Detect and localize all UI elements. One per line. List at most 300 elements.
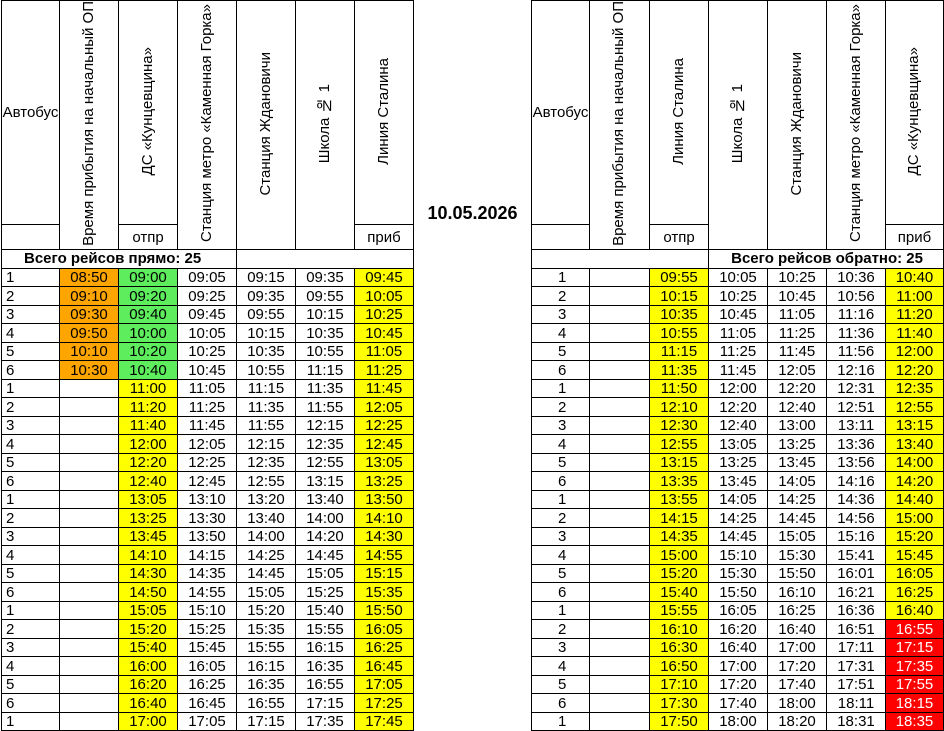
time-cell: 15:16	[827, 527, 886, 546]
table-row	[532, 583, 944, 602]
table-row	[532, 416, 944, 435]
bus-number-cell: 5	[532, 453, 590, 472]
column-header-stop: ДС «Кунцевщина»	[119, 1, 178, 225]
bus-number-cell: 5	[2, 342, 60, 361]
table-row	[532, 657, 944, 676]
time-cell: 15:40	[119, 638, 178, 657]
time-cell: 13:36	[827, 435, 886, 454]
bus-number-cell: 3	[532, 416, 590, 435]
table-row	[2, 453, 414, 472]
time-cell: 13:35	[650, 472, 709, 491]
time-cell: 16:50	[650, 657, 709, 676]
time-cell: 15:50	[709, 583, 768, 602]
time-cell: 11:25	[355, 361, 414, 380]
table-row	[2, 509, 414, 528]
time-cell: 11:45	[178, 416, 237, 435]
bus-number-cell: 4	[2, 546, 60, 565]
time-cell: 15:55	[650, 601, 709, 620]
time-cell: 15:40	[650, 583, 709, 602]
bus-number-cell: 4	[532, 324, 590, 343]
time-cell: 14:00	[886, 453, 944, 472]
table-row	[532, 305, 944, 324]
table-row	[2, 620, 414, 639]
time-cell: 11:25	[768, 324, 827, 343]
time-cell: 17:35	[296, 712, 355, 731]
time-cell: 11:15	[650, 342, 709, 361]
table-row	[2, 472, 414, 491]
table-row	[532, 361, 944, 380]
bus-number-cell: 4	[532, 435, 590, 454]
bus-number-cell: 3	[532, 638, 590, 657]
time-cell: 17:00	[768, 638, 827, 657]
time-cell: 09:45	[355, 268, 414, 287]
time-cell: 16:40	[768, 620, 827, 639]
time-cell: 16:20	[119, 675, 178, 694]
time-cell: 10:45	[768, 287, 827, 306]
bus-number-cell: 1	[532, 268, 590, 287]
time-cell: 15:10	[178, 601, 237, 620]
time-cell: 12:25	[355, 416, 414, 435]
time-cell: 12:35	[237, 453, 296, 472]
time-cell	[60, 675, 119, 694]
table-row	[2, 379, 414, 398]
time-cell: 11:20	[886, 305, 944, 324]
time-cell: 17:05	[355, 675, 414, 694]
time-cell: 16:35	[237, 675, 296, 694]
time-cell: 13:45	[119, 527, 178, 546]
time-cell	[590, 324, 650, 343]
time-cell: 16:15	[237, 657, 296, 676]
time-cell: 11:20	[119, 398, 178, 417]
time-cell	[590, 287, 650, 306]
time-cell: 10:55	[296, 342, 355, 361]
table-row	[532, 435, 944, 454]
time-cell: 13:30	[178, 509, 237, 528]
time-cell: 08:50	[60, 268, 119, 287]
sub-header-blank	[2, 225, 60, 250]
time-cell: 12:05	[768, 361, 827, 380]
bus-number-cell: 5	[2, 453, 60, 472]
table-row	[2, 342, 414, 361]
time-cell: 16:20	[709, 620, 768, 639]
bus-number-cell: 6	[532, 694, 590, 713]
time-cell: 16:36	[827, 601, 886, 620]
bus-number-cell: 2	[2, 509, 60, 528]
time-cell	[590, 379, 650, 398]
time-cell	[60, 472, 119, 491]
time-cell: 14:16	[827, 472, 886, 491]
time-cell: 16:21	[827, 583, 886, 602]
time-cell: 13:40	[886, 435, 944, 454]
time-cell: 10:45	[709, 305, 768, 324]
time-cell: 10:15	[237, 324, 296, 343]
table-row	[2, 268, 414, 287]
time-cell: 12:55	[237, 472, 296, 491]
time-cell: 12:00	[709, 379, 768, 398]
time-cell: 12:05	[355, 398, 414, 417]
time-cell: 12:45	[178, 472, 237, 491]
time-cell	[590, 453, 650, 472]
time-cell: 13:55	[650, 490, 709, 509]
time-cell: 11:05	[709, 324, 768, 343]
time-cell: 11:05	[768, 305, 827, 324]
time-cell: 17:25	[355, 694, 414, 713]
table-row	[532, 324, 944, 343]
bus-number-cell: 2	[2, 287, 60, 306]
time-cell: 11:35	[237, 398, 296, 417]
time-cell: 15:05	[119, 601, 178, 620]
column-header-stop: Станция метро «Каменная Горка»	[827, 1, 886, 250]
time-cell: 17:50	[650, 712, 709, 731]
time-cell: 14:55	[178, 583, 237, 602]
time-cell: 18:11	[827, 694, 886, 713]
time-cell: 14:45	[768, 509, 827, 528]
bus-number-cell: 2	[2, 620, 60, 639]
bus-number-cell: 6	[532, 361, 590, 380]
time-cell: 18:15	[886, 694, 944, 713]
time-cell: 16:35	[296, 657, 355, 676]
time-cell: 13:10	[178, 490, 237, 509]
bus-number-cell: 1	[532, 379, 590, 398]
time-cell: 10:20	[119, 342, 178, 361]
time-cell	[590, 601, 650, 620]
time-cell: 15:05	[237, 583, 296, 602]
time-cell: 15:15	[355, 564, 414, 583]
time-cell: 14:20	[886, 472, 944, 491]
time-cell: 11:35	[296, 379, 355, 398]
time-cell: 12:35	[886, 379, 944, 398]
time-cell: 12:15	[237, 435, 296, 454]
time-cell: 18:20	[768, 712, 827, 731]
time-cell	[60, 583, 119, 602]
time-cell: 12:20	[886, 361, 944, 380]
time-cell: 10:45	[355, 324, 414, 343]
time-cell: 11:40	[886, 324, 944, 343]
table-row	[2, 564, 414, 583]
column-header-initial-arrival: Время прибытия на начальный ОП	[60, 1, 119, 250]
bus-number-cell: 3	[2, 527, 60, 546]
table-row	[532, 342, 944, 361]
bus-number-cell: 1	[2, 712, 60, 731]
column-header-bus: Автобус	[2, 1, 60, 225]
time-cell: 12:05	[178, 435, 237, 454]
time-cell	[590, 490, 650, 509]
time-cell: 14:45	[237, 564, 296, 583]
column-header-stop: Школа № 1	[296, 1, 355, 250]
time-cell: 17:15	[296, 694, 355, 713]
bus-number-cell: 4	[2, 324, 60, 343]
table-row	[2, 546, 414, 565]
bus-number-cell: 2	[532, 509, 590, 528]
time-cell	[60, 527, 119, 546]
bus-number-cell: 4	[2, 657, 60, 676]
time-cell: 15:50	[768, 564, 827, 583]
column-header-stop: Линия Сталина	[650, 1, 709, 225]
time-cell: 10:36	[827, 268, 886, 287]
bus-number-cell: 2	[532, 287, 590, 306]
time-cell: 13:25	[119, 509, 178, 528]
time-cell: 17:51	[827, 675, 886, 694]
table-row	[532, 638, 944, 657]
time-cell	[60, 416, 119, 435]
time-cell: 10:25	[768, 268, 827, 287]
time-cell: 16:55	[237, 694, 296, 713]
time-cell: 12:20	[709, 398, 768, 417]
column-header-bus: Автобус	[532, 1, 590, 225]
time-cell	[590, 342, 650, 361]
time-cell: 14:30	[119, 564, 178, 583]
time-cell: 14:25	[768, 490, 827, 509]
time-cell	[590, 675, 650, 694]
time-cell: 12:16	[827, 361, 886, 380]
table-row	[2, 305, 414, 324]
table-row	[2, 527, 414, 546]
time-cell: 14:25	[709, 509, 768, 528]
time-cell: 17:35	[886, 657, 944, 676]
bus-number-cell: 6	[532, 583, 590, 602]
time-cell: 10:05	[709, 268, 768, 287]
time-cell: 15:25	[178, 620, 237, 639]
time-cell: 15:40	[296, 601, 355, 620]
time-cell: 14:00	[296, 509, 355, 528]
time-cell: 10:15	[296, 305, 355, 324]
time-cell: 12:40	[119, 472, 178, 491]
time-cell	[60, 694, 119, 713]
table-row	[532, 472, 944, 491]
time-cell: 10:40	[886, 268, 944, 287]
sub-header-arrival: приб	[886, 225, 944, 250]
time-cell: 16:45	[355, 657, 414, 676]
column-header-stop: ДС «Кунцевщина»	[886, 1, 944, 225]
time-cell: 17:00	[709, 657, 768, 676]
time-cell: 18:00	[709, 712, 768, 731]
time-cell: 13:50	[355, 490, 414, 509]
table-row	[2, 398, 414, 417]
table-row	[2, 583, 414, 602]
time-cell: 14:55	[355, 546, 414, 565]
time-cell: 13:11	[827, 416, 886, 435]
time-cell: 14:25	[237, 546, 296, 565]
time-cell: 17:15	[237, 712, 296, 731]
bus-number-cell: 4	[532, 546, 590, 565]
time-cell: 12:00	[886, 342, 944, 361]
table-row	[532, 620, 944, 639]
bus-number-cell: 3	[2, 305, 60, 324]
table-row	[532, 527, 944, 546]
time-cell: 17:55	[886, 675, 944, 694]
table-row	[532, 564, 944, 583]
time-cell	[590, 398, 650, 417]
time-cell: 11:35	[650, 361, 709, 380]
time-cell: 15:20	[119, 620, 178, 639]
time-cell: 09:05	[178, 268, 237, 287]
time-cell: 16:55	[886, 620, 944, 639]
table-row	[532, 546, 944, 565]
time-cell: 13:25	[709, 453, 768, 472]
bus-number-cell: 6	[532, 472, 590, 491]
time-cell: 18:35	[886, 712, 944, 731]
time-cell	[60, 398, 119, 417]
table-row	[2, 638, 414, 657]
time-cell: 11:25	[178, 398, 237, 417]
time-cell: 12:40	[768, 398, 827, 417]
time-cell	[60, 620, 119, 639]
schedule-date: 10.05.2026	[427, 203, 518, 223]
time-cell	[60, 379, 119, 398]
bus-number-cell: 6	[2, 583, 60, 602]
time-cell: 13:20	[237, 490, 296, 509]
time-cell: 11:15	[296, 361, 355, 380]
time-cell: 13:05	[709, 435, 768, 454]
time-cell: 11:56	[827, 342, 886, 361]
bus-number-cell: 5	[532, 342, 590, 361]
time-cell: 12:15	[296, 416, 355, 435]
time-cell: 16:55	[296, 675, 355, 694]
time-cell: 17:40	[709, 694, 768, 713]
time-cell: 15:41	[827, 546, 886, 565]
time-cell: 16:51	[827, 620, 886, 639]
time-cell: 15:45	[178, 638, 237, 657]
time-cell: 10:15	[650, 287, 709, 306]
time-cell	[590, 638, 650, 657]
time-cell: 10:35	[296, 324, 355, 343]
time-cell: 10:35	[237, 342, 296, 361]
table-row	[2, 490, 414, 509]
time-cell: 16:25	[178, 675, 237, 694]
time-cell	[60, 657, 119, 676]
time-cell: 11:45	[709, 361, 768, 380]
time-cell: 11:55	[296, 398, 355, 417]
time-cell: 17:20	[709, 675, 768, 694]
time-cell: 17:15	[886, 638, 944, 657]
time-cell: 16:05	[355, 620, 414, 639]
bus-number-cell: 3	[532, 305, 590, 324]
time-cell	[590, 712, 650, 731]
time-cell: 14:36	[827, 490, 886, 509]
time-cell: 10:30	[60, 361, 119, 380]
time-cell: 15:30	[768, 546, 827, 565]
time-cell: 12:40	[709, 416, 768, 435]
time-cell: 17:45	[355, 712, 414, 731]
table-row	[532, 490, 944, 509]
time-cell: 09:10	[60, 287, 119, 306]
time-cell: 12:25	[178, 453, 237, 472]
time-cell	[590, 416, 650, 435]
bus-number-cell: 1	[2, 268, 60, 287]
time-cell: 09:40	[119, 305, 178, 324]
time-cell	[60, 490, 119, 509]
time-cell: 15:55	[237, 638, 296, 657]
time-cell: 11:05	[178, 379, 237, 398]
time-cell: 13:45	[768, 453, 827, 472]
time-cell: 13:00	[768, 416, 827, 435]
time-cell: 11:15	[237, 379, 296, 398]
time-cell: 09:20	[119, 287, 178, 306]
time-cell	[60, 564, 119, 583]
time-cell: 10:25	[178, 342, 237, 361]
time-cell: 12:31	[827, 379, 886, 398]
time-cell: 11:45	[768, 342, 827, 361]
time-cell: 16:25	[768, 601, 827, 620]
bus-number-cell: 1	[532, 712, 590, 731]
time-cell: 13:15	[886, 416, 944, 435]
time-cell: 13:45	[709, 472, 768, 491]
time-cell: 17:31	[827, 657, 886, 676]
time-cell: 09:55	[237, 305, 296, 324]
time-cell: 13:50	[178, 527, 237, 546]
time-cell	[590, 435, 650, 454]
bus-number-cell: 2	[532, 398, 590, 417]
time-cell	[60, 712, 119, 731]
bus-number-cell: 6	[2, 361, 60, 380]
table-row	[2, 657, 414, 676]
time-cell: 12:20	[768, 379, 827, 398]
summary-filler	[237, 249, 414, 268]
column-header-stop: Линия Сталина	[355, 1, 414, 225]
time-cell: 16:10	[650, 620, 709, 639]
time-cell: 15:00	[650, 546, 709, 565]
time-cell: 09:55	[650, 268, 709, 287]
time-cell	[60, 435, 119, 454]
time-cell: 14:45	[709, 527, 768, 546]
time-cell: 16:15	[296, 638, 355, 657]
time-cell: 18:31	[827, 712, 886, 731]
sub-header-departure: отпр	[119, 225, 178, 250]
time-cell: 15:05	[296, 564, 355, 583]
bus-number-cell: 6	[2, 472, 60, 491]
time-cell	[60, 546, 119, 565]
time-cell: 16:05	[178, 657, 237, 676]
time-cell: 15:20	[237, 601, 296, 620]
table-row	[532, 694, 944, 713]
bus-number-cell: 5	[532, 675, 590, 694]
time-cell: 14:05	[768, 472, 827, 491]
table-row	[2, 694, 414, 713]
time-cell	[590, 268, 650, 287]
time-cell: 13:40	[296, 490, 355, 509]
time-cell: 16:10	[768, 583, 827, 602]
time-cell: 15:00	[886, 509, 944, 528]
time-cell: 13:40	[237, 509, 296, 528]
time-cell: 15:50	[355, 601, 414, 620]
time-cell: 16:05	[886, 564, 944, 583]
time-cell	[590, 361, 650, 380]
time-cell	[590, 620, 650, 639]
time-cell: 14:40	[886, 490, 944, 509]
time-cell: 12:00	[119, 435, 178, 454]
time-cell: 09:35	[237, 287, 296, 306]
column-header-stop: Станция Ждановичи	[768, 1, 827, 250]
time-cell: 11:05	[355, 342, 414, 361]
time-cell: 16:30	[650, 638, 709, 657]
time-cell: 15:35	[355, 583, 414, 602]
table-row	[532, 379, 944, 398]
bus-number-cell: 1	[2, 379, 60, 398]
time-cell: 09:55	[296, 287, 355, 306]
time-cell: 15:20	[650, 564, 709, 583]
bus-number-cell: 4	[2, 435, 60, 454]
time-cell: 11:00	[119, 379, 178, 398]
return-schedule-table	[531, 0, 944, 731]
column-header-stop: Станция метро «Каменная Горка»	[178, 1, 237, 250]
time-cell: 12:55	[886, 398, 944, 417]
time-cell: 16:25	[886, 583, 944, 602]
table-row	[2, 361, 414, 380]
time-cell: 09:30	[60, 305, 119, 324]
time-cell	[590, 305, 650, 324]
time-cell: 14:35	[650, 527, 709, 546]
bus-number-cell: 3	[2, 638, 60, 657]
